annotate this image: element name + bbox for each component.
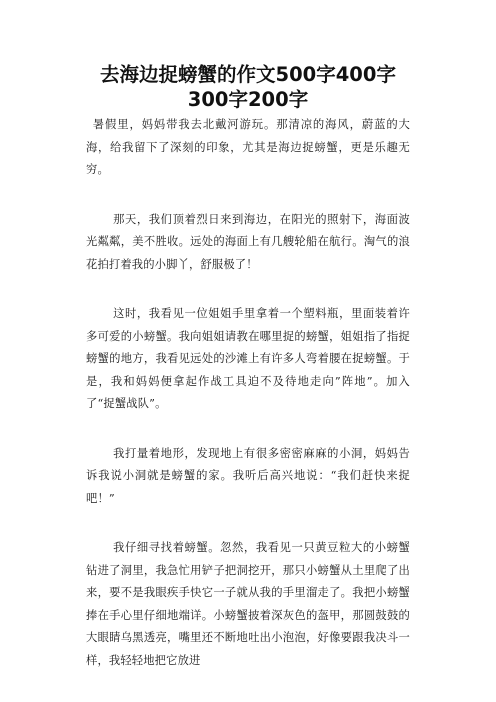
paragraph-5: 我仔细寻找着螃蟹。忽然，我看见一只黄豆粒大的小螃蟹钻进了洞里，我急忙用铲子把洞挖开，那只小螃蟹从土里爬了出来，要不是我眼疾手快它一子就从我的手里溜走了。我把小螃蟹捧在手心里仔细地端详。小螃蟹披着深灰色的盔甲，那圆鼓鼓的大眼睛乌黑透亮，嘴里还不断地吐出小泡泡，好像要跟我决斗一样，我轻轻地把它放进 [86,541,410,667]
document-title: 去海边捉螃蟹的作文500字400字300字200字 [100,63,396,111]
paragraph-4: 我打量着地形，发现地上有很多密密麻麻的小洞，妈妈告诉我说小洞就是螃蟹的家。我听后高兴地说：“我们赶快来捉吧！” [86,446,410,505]
paragraph-2: 那天，我们顶着烈日来到海边，在阳光的照射下，海面波光粼粼，美不胜收。远处的海面上有几艘轮船在航行。淘气的浪花拍打着我的小脚丫，舒服极了！ [86,212,410,271]
paragraph-1: 暑假里，妈妈带我去北戴河游玩。那清凉的海风，蔚蓝的大海，给我留下了深刻的印象，尤其是海边捉螃蟹，更是乐趣无穷。 [86,118,410,176]
paragraph-3: 这时，我看见一位姐姐手里拿着一个塑料瓶，里面装着许多可爱的小螃蟹。我向姐姐请教在哪里捉的螃蟹，姐姐指了指捉螃蟹的地方，我看见远处的沙滩上有许多人弯着腰在捉螃蟹。于是，我和妈妈便拿起作战工具迫不及待地走向”阵地”。加入了“捉蟹战队”。 [86,307,410,410]
